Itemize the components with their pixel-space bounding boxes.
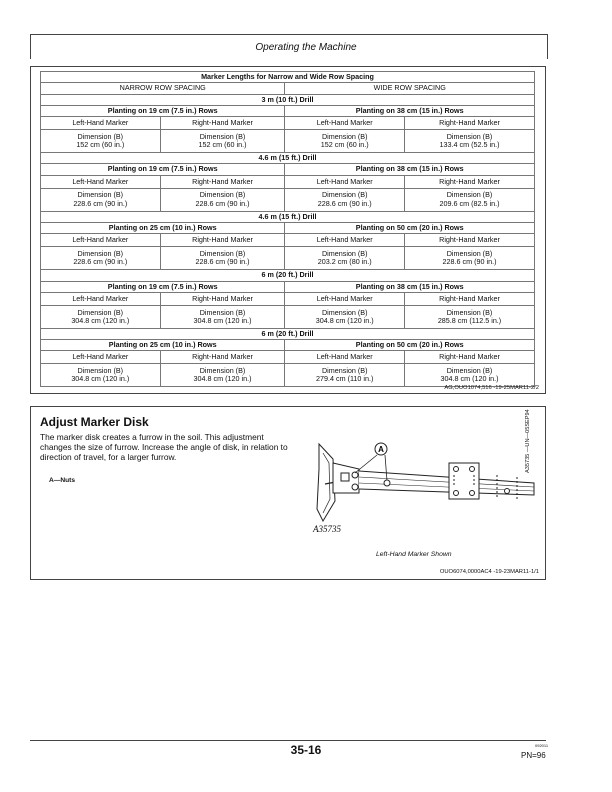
dimension-cell [285, 130, 405, 153]
dimension-cell [285, 247, 405, 270]
marker-side-cell: Right-Hand Marker [160, 351, 285, 364]
drill-size-row: 4.6 m (15 ft.) Drill [41, 211, 535, 222]
marker-lengths-box [30, 66, 546, 394]
dimension-cell [160, 305, 285, 328]
dimension-value: 304.8 cm (120 in.) [71, 315, 130, 325]
dimension-label: Dimension (B) [446, 307, 493, 317]
drill-size-row: 6 m (20 ft.) Drill [41, 270, 535, 281]
dimension-cell [41, 130, 161, 153]
marker-side-cell: Left-Hand Marker [41, 175, 161, 188]
dimension-cell [405, 364, 535, 387]
marker-lengths-table [40, 71, 535, 387]
marker-arm-icon [333, 463, 534, 501]
narrow-planting-cell: Planting on 25 cm (10 in.) Rows [41, 340, 285, 351]
dimension-label: Dimension (B) [446, 190, 493, 200]
footer-rule [30, 740, 546, 741]
dimension-value: 304.8 cm (120 in.) [440, 374, 499, 384]
marker-side-cell: Left-Hand Marker [285, 234, 405, 247]
section-title: Adjust Marker Disk [40, 415, 149, 429]
dimension-label: Dimension (B) [77, 366, 124, 376]
dimension-value: 209.6 cm (82.5 in.) [439, 198, 500, 208]
dimension-label: Dimension (B) [446, 131, 493, 141]
footer-small-code: 092011 [535, 743, 549, 748]
dimension-label: Dimension (B) [446, 366, 493, 376]
figure-id: A35735 [313, 524, 341, 534]
dimension-value: 304.8 cm (120 in.) [193, 374, 252, 384]
dimension-label: Dimension (B) [321, 366, 368, 376]
narrow-planting-cell: Planting on 19 cm (7.5 in.) Rows [41, 105, 285, 116]
wide-planting-cell: Planting on 38 cm (15 in.) Rows [285, 281, 535, 292]
section-header: Operating the Machine [255, 42, 357, 53]
marker-side-cell: Left-Hand Marker [285, 292, 405, 305]
dimension-label: Dimension (B) [321, 190, 368, 200]
dimension-value: 203.2 cm (80 in.) [317, 257, 372, 267]
dimension-label: Dimension (B) [199, 131, 246, 141]
figure-code: A35735 —UN—05SEP94 [525, 409, 531, 473]
marker-side-cell: Right-Hand Marker [405, 234, 535, 247]
dimension-cell [285, 188, 405, 211]
dimension-value: 304.8 cm (120 in.) [193, 315, 252, 325]
dimension-value: 228.6 cm (90 in.) [195, 198, 250, 208]
dimension-label: Dimension (B) [199, 248, 246, 258]
dimension-cell [405, 130, 535, 153]
dimension-value: 228.6 cm (90 in.) [73, 198, 128, 208]
marker-side-cell: Right-Hand Marker [160, 292, 285, 305]
page-number: 35-16 [290, 743, 322, 757]
marker-side-cell: Left-Hand Marker [285, 117, 405, 130]
narrow-planting-cell: Planting on 25 cm (10 in.) Rows [41, 222, 285, 233]
marker-side-cell: Right-Hand Marker [160, 117, 285, 130]
disk-ref-code: OUO6074,0000AC4 -19-23MAR11-1/1 [439, 569, 539, 575]
wide-planting-cell: Planting on 50 cm (20 in.) Rows [285, 340, 535, 351]
wide-planting-cell: Planting on 38 cm (15 in.) Rows [285, 105, 535, 116]
table-title: Marker Lengths for Narrow and Wide Row Spacing [41, 72, 535, 83]
dimension-label: Dimension (B) [321, 131, 368, 141]
dimension-label: Dimension (B) [446, 248, 493, 258]
marker-side-cell: Left-Hand Marker [41, 117, 161, 130]
marker-side-cell: Left-Hand Marker [285, 175, 405, 188]
dimension-cell [405, 188, 535, 211]
narrow-planting-cell: Planting on 19 cm (7.5 in.) Rows [41, 164, 285, 175]
section-body: The marker disk creates a furrow in the soil. This adjustment changes the size of furrow. Increase the angle of disk, in relation to direction of travel, for a larger furrow. [40, 432, 288, 462]
marker-side-cell: Right-Hand Marker [405, 351, 535, 364]
dimension-value: 228.6 cm (90 in.) [195, 257, 250, 267]
drill-size-row: 3 m (10 ft.) Drill [41, 94, 535, 105]
marker-side-cell: Left-Hand Marker [41, 351, 161, 364]
marker-side-cell: Right-Hand Marker [405, 292, 535, 305]
dimension-value: 228.6 cm (90 in.) [73, 257, 128, 267]
dimension-label: Dimension (B) [199, 190, 246, 200]
dimension-value: 228.6 cm (90 in.) [317, 198, 372, 208]
figure-caption: Left-Hand Marker Shown [376, 551, 452, 558]
callout-a-label: A [378, 445, 384, 454]
dimension-cell [160, 188, 285, 211]
dimension-label: Dimension (B) [77, 248, 124, 258]
drill-size-row: 6 m (20 ft.) Drill [41, 328, 535, 339]
dimension-value: 152 cm (60 in.) [198, 140, 247, 150]
dimension-value: 152 cm (60 in.) [76, 140, 125, 150]
dimension-cell [41, 188, 161, 211]
dimension-cell [41, 305, 161, 328]
dimension-cell [285, 305, 405, 328]
dimension-value: 228.6 cm (90 in.) [442, 257, 497, 267]
dimension-label: Dimension (B) [77, 190, 124, 200]
marker-side-cell: Left-Hand Marker [285, 351, 405, 364]
wide-planting-cell: Planting on 38 cm (15 in.) Rows [285, 164, 535, 175]
page-pn: PN=96 [521, 751, 546, 760]
dimension-label: Dimension (B) [321, 307, 368, 317]
dimension-cell [160, 247, 285, 270]
nuts-legend: A—Nuts [49, 477, 76, 484]
dimension-cell [405, 247, 535, 270]
dimension-label: Dimension (B) [199, 307, 246, 317]
marker-side-cell: Right-Hand Marker [160, 175, 285, 188]
dimension-cell [41, 364, 161, 387]
dimension-value: 304.8 cm (120 in.) [315, 315, 374, 325]
narrow-row-header: NARROW ROW SPACING [41, 83, 285, 94]
dimension-cell [41, 247, 161, 270]
dimension-label: Dimension (B) [77, 307, 124, 317]
dimension-cell [285, 364, 405, 387]
dimension-cell [160, 364, 285, 387]
dimension-value: 133.4 cm (52.5 in.) [439, 140, 500, 150]
drill-size-row: 4.6 m (15 ft.) Drill [41, 153, 535, 164]
dimension-label: Dimension (B) [321, 248, 368, 258]
marker-side-cell: Right-Hand Marker [405, 175, 535, 188]
dimension-value: 279.4 cm (110 in.) [316, 374, 374, 384]
dimension-label: Dimension (B) [77, 131, 124, 141]
wide-planting-cell: Planting on 50 cm (20 in.) Rows [285, 222, 535, 233]
marker-side-cell: Right-Hand Marker [160, 234, 285, 247]
dimension-value: 152 cm (60 in.) [320, 140, 369, 150]
dimension-value: 285.8 cm (112.5 in.) [437, 315, 502, 325]
dimension-label: Dimension (B) [199, 366, 246, 376]
marker-side-cell: Left-Hand Marker [41, 234, 161, 247]
dimension-cell [160, 130, 285, 153]
marker-disk-illustration [289, 429, 539, 559]
dimension-cell [405, 305, 535, 328]
marker-side-cell: Left-Hand Marker [41, 292, 161, 305]
narrow-planting-cell: Planting on 19 cm (7.5 in.) Rows [41, 281, 285, 292]
marker-side-cell: Right-Hand Marker [405, 117, 535, 130]
adjust-marker-disk-section [30, 406, 546, 580]
table-ref-code: AG,OUO1074,516 -19-25MAR11-2/2 [444, 385, 539, 391]
dimension-value: 304.8 cm (120 in.) [71, 374, 130, 384]
wide-row-header: WIDE ROW SPACING [285, 83, 535, 94]
